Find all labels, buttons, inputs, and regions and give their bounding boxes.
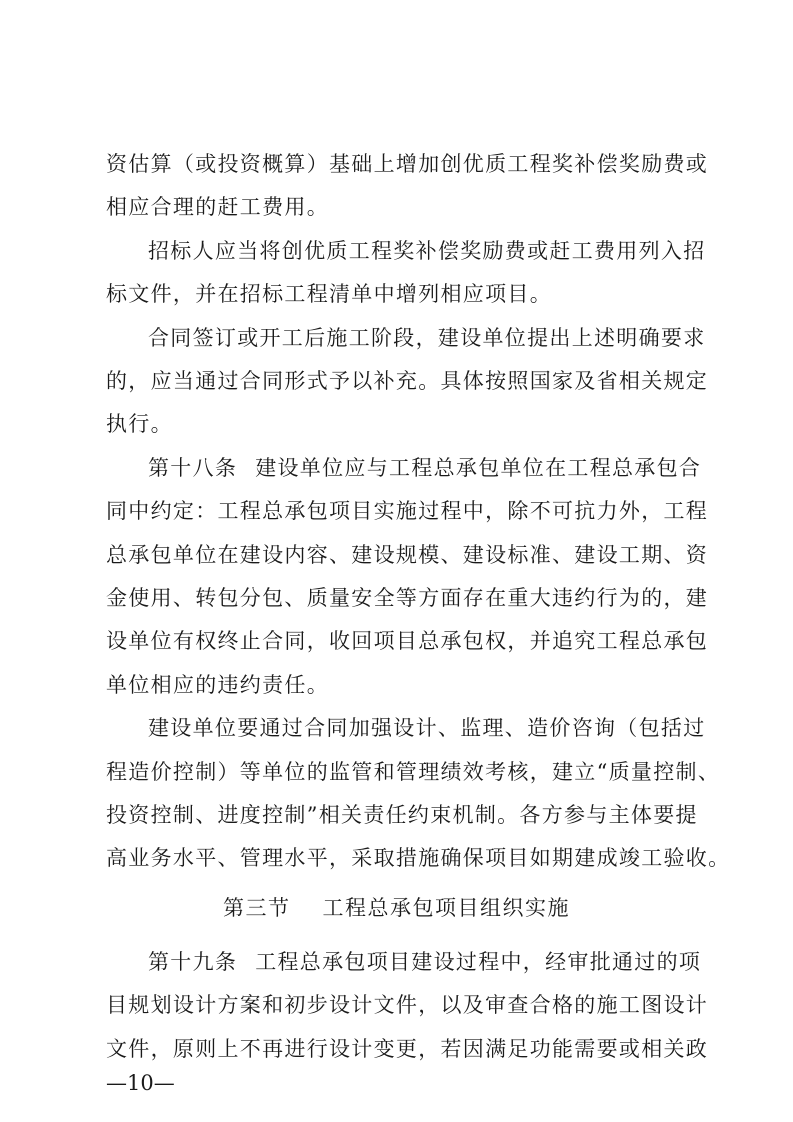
text-line: 文件，原则上不再进行设计变更，若因满足功能需要或相关政 [106,1037,709,1061]
text-line: 单位相应的违约责任。 [106,673,329,697]
text-line: 建设单位要通过合同加强设计、监理、造价咨询（包括过 [148,716,706,740]
text-line: 合同签订或开工后施工阶段，建设单位提出上述明确要求 [148,326,706,350]
page-number: —10— [106,1071,175,1095]
text-span: 建设单位应与工程总承包单位在工程总承包合 [255,456,702,480]
text-line: 目规划设计方案和初步设计文件，以及审查合格的施工图设计 [106,993,709,1017]
article-19-first-line [106,942,701,982]
text-line: 的，应当通过合同形式予以补充。具体按照国家及省相关规定 [106,369,709,393]
text-line: 相应合理的赶工费用。 [106,195,329,219]
text-line: 执行。 [106,412,173,436]
article-18-first-line [106,448,701,488]
text-line: 投资控制、进度控制”相关责任约束机制。各方参与主体要提 [106,803,698,827]
text-line: 总承包单位在建设内容、建设规模、建设标准、建设工期、资 [106,543,709,567]
section-heading [0,888,793,928]
text-line: 同中约定：工程总承包项目实施过程中，除不可抗力外，工程 [106,499,709,523]
article-18-number: 第十八条 [148,456,238,480]
text-line: 程造价控制）等单位的监管和管理绩效考核，建立“质量控制、 [106,760,721,784]
text-line: 招标人应当将创优质工程奖补偿奖励费或赶工费用列入招 [148,239,706,263]
text-line: 设单位有权终止合同，收回项目总承包权，并追究工程总承包 [106,629,709,653]
text-line: 高业务水平、管理水平，采取措施确保项目如期建成竣工验收。 [106,846,731,870]
section-number: 第三节 [223,896,291,920]
text-span: 工程总承包项目建设过程中，经审批通过的项 [255,950,702,974]
article-19-number: 第十九条 [148,950,238,974]
text-line: 资估算（或投资概算）基础上增加创优质工程奖补偿奖励费或 [106,152,709,176]
text-line: 金使用、转包分包、质量安全等方面存在重大违约行为的，建 [106,586,709,610]
text-line: 标文件，并在招标工程清单中增列相应项目。 [106,282,552,306]
section-title: 工程总承包项目组织实施 [322,896,570,920]
